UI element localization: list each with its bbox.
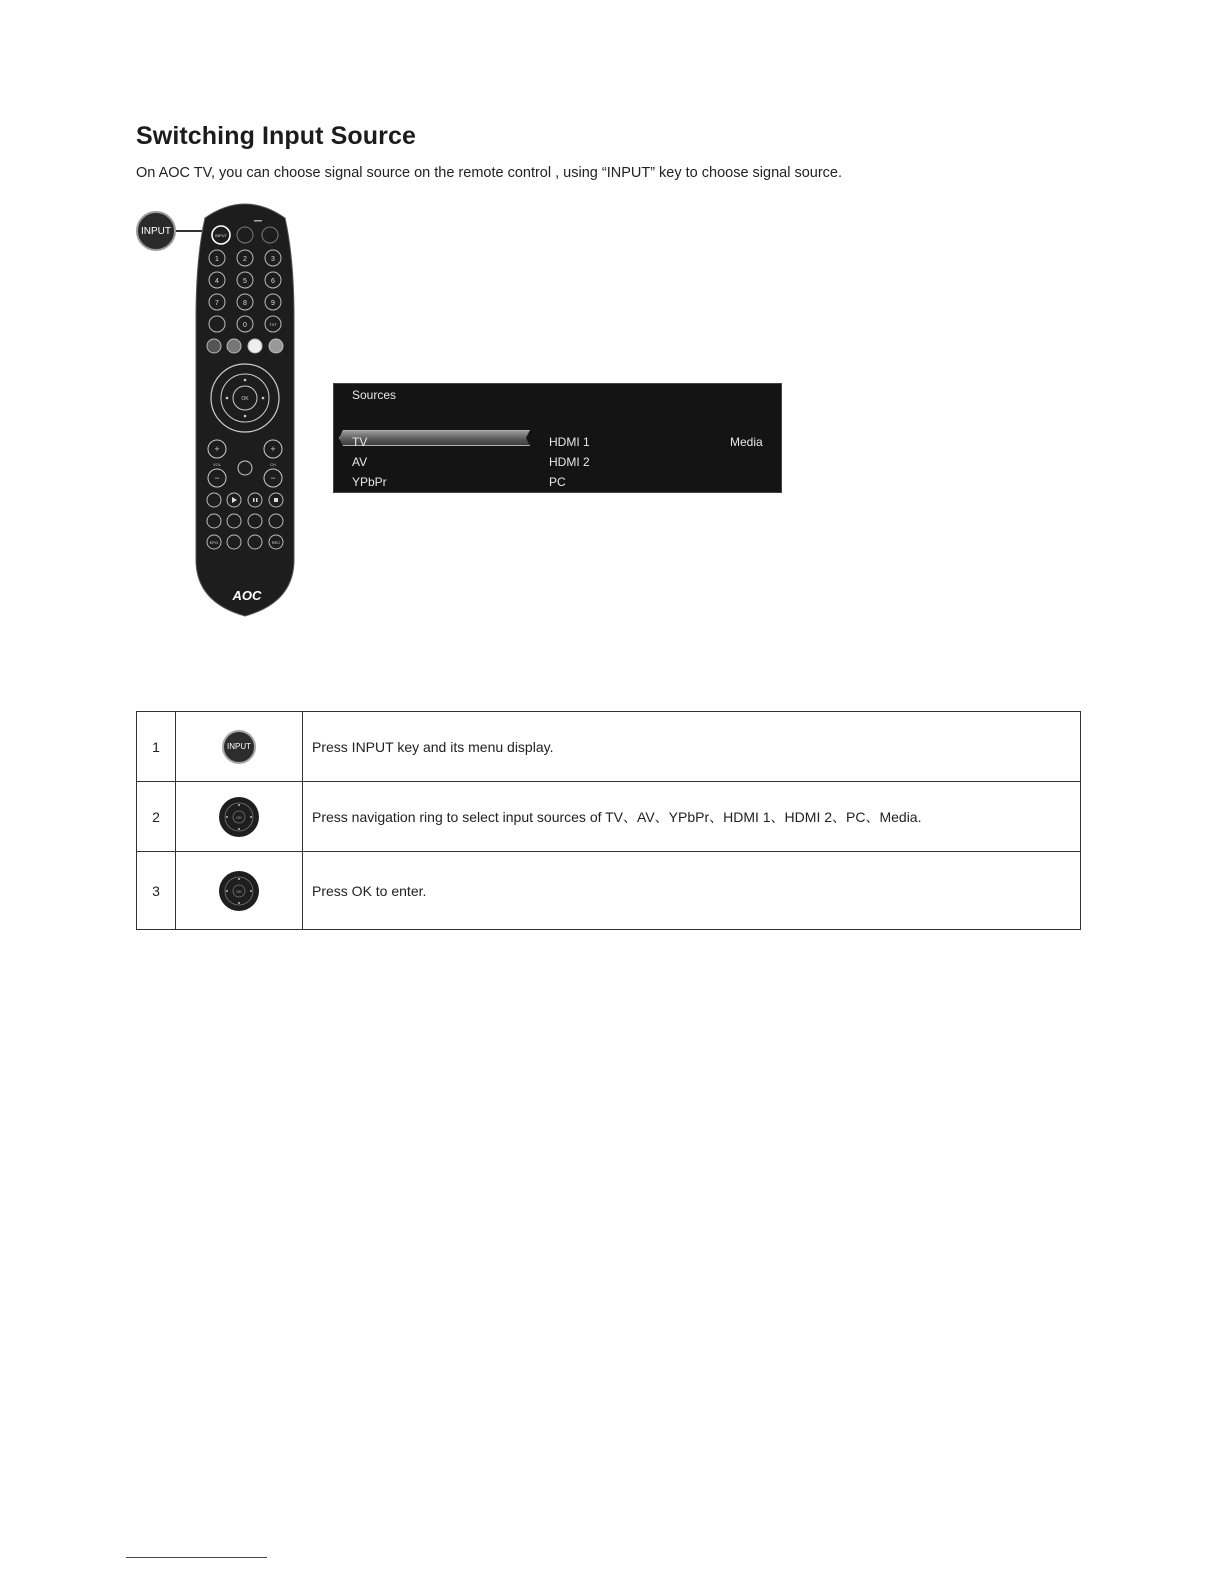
input-callout-label: INPUT: [141, 225, 171, 237]
key-2: 2: [243, 256, 247, 263]
navigation-ring-icon: [218, 796, 260, 838]
source-item-pc[interactable]: PC: [549, 475, 566, 489]
input-key-icon-label: INPUT: [227, 742, 251, 751]
input-key-icon: [212, 226, 230, 244]
key-3: 3: [271, 256, 275, 263]
key-4: 4: [215, 278, 219, 285]
key-1: 1: [215, 256, 219, 263]
page-title: Switching Input Source: [136, 122, 416, 150]
key-6: 6: [271, 278, 275, 285]
ok-key-icon: [218, 870, 260, 912]
brand-logo: AOC: [232, 588, 262, 603]
navigation-ring-icon: [211, 364, 279, 432]
sources-column-2: [549, 432, 590, 492]
step-description: Press navigation ring to select input sources of TV、AV、YPbPr、HDMI 1、HDMI 2、PC、Media.: [303, 782, 1081, 852]
sources-menu: [333, 383, 782, 493]
step-description: Press OK to enter.: [303, 852, 1081, 930]
step-number: 3: [137, 852, 176, 930]
svg-text:−: −: [270, 473, 276, 483]
vol-label: VOL: [212, 462, 222, 467]
step-number: 1: [137, 712, 176, 782]
intro-text: On AOC TV, you can choose signal source on the remote control , using “INPUT” key to choose signal source.: [136, 165, 843, 181]
step-description: Press INPUT key and its menu display.: [303, 712, 1081, 782]
source-item-hdmi2[interactable]: HDMI 2: [549, 455, 590, 469]
ch-label: CH: [270, 462, 276, 467]
sources-column-3: [730, 432, 763, 452]
svg-text:−: −: [214, 473, 220, 483]
steps-table: [136, 711, 1081, 930]
key-9: 9: [271, 300, 275, 307]
epg-label: EPG: [209, 540, 219, 545]
ok-key-label: OK: [241, 396, 249, 402]
input-callout-icon: [136, 211, 176, 251]
key-8: 8: [243, 300, 247, 307]
svg-text:+: +: [214, 444, 220, 454]
footer-link-underline: [126, 1557, 267, 1558]
sources-column-1: [352, 432, 387, 492]
source-item-ypbpr[interactable]: YPbPr: [352, 475, 387, 489]
table-row: [137, 712, 1081, 782]
input-key-icon: [222, 730, 256, 764]
source-item-tv[interactable]: TV: [352, 435, 368, 449]
rec-label: REC: [271, 540, 281, 545]
remote-control-illustration: [193, 198, 297, 618]
key-7: 7: [215, 300, 219, 307]
svg-text:OK: OK: [236, 888, 242, 894]
step-number: 2: [137, 782, 176, 852]
svg-text:+: +: [270, 444, 276, 454]
sources-menu-title: Sources: [352, 388, 397, 402]
key-0: 0: [243, 322, 247, 329]
svg-text:INPUT: INPUT: [215, 233, 227, 238]
key-txt: TXT: [269, 322, 277, 327]
table-row: [137, 852, 1081, 930]
source-item-hdmi1[interactable]: HDMI 1: [549, 435, 590, 449]
svg-text:OK: OK: [236, 814, 242, 820]
source-item-av[interactable]: AV: [352, 455, 368, 469]
source-item-media[interactable]: Media: [730, 435, 763, 449]
key-5: 5: [243, 278, 247, 285]
table-row: [137, 782, 1081, 852]
